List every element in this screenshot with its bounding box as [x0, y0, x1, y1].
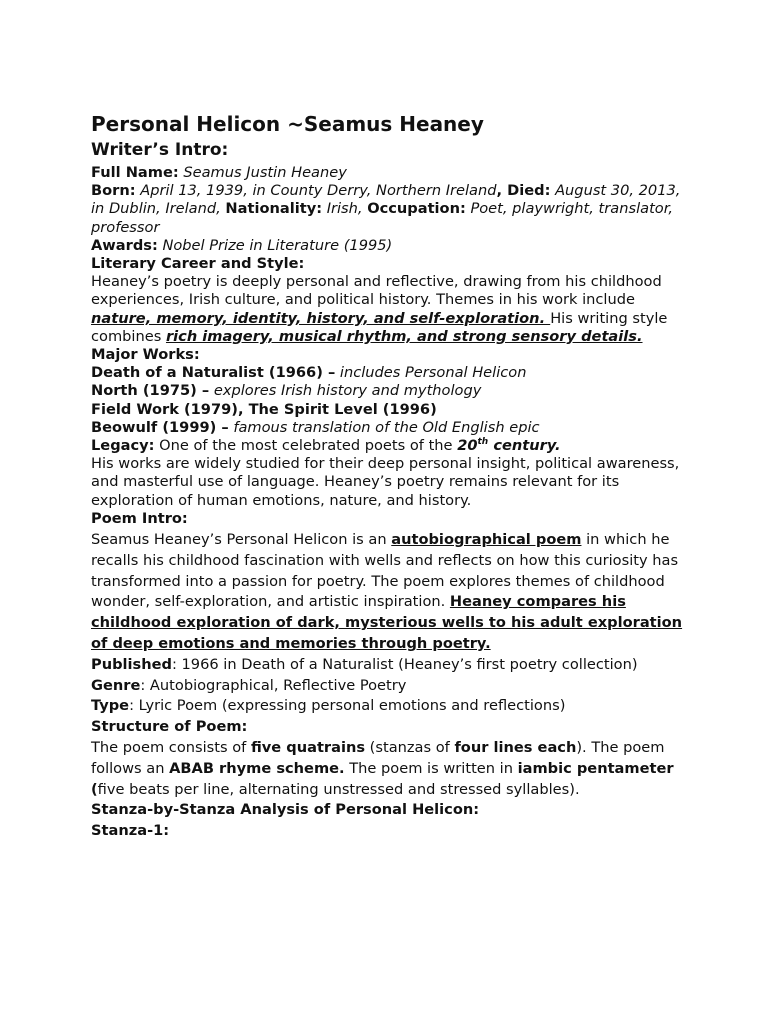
awards-label: Awards:	[91, 236, 158, 254]
legacy-number: 20	[457, 437, 478, 455]
work-note: explores Irish history and mythology	[213, 382, 482, 400]
structure-text-2: (stanzas of	[365, 739, 455, 757]
work-title: North (1975) –	[91, 382, 210, 400]
poem-intro-comparison: Heaney compares his childhood exploration of dark, mysterious wells to his adult exploration of deep emotions and memories through poetry.	[91, 593, 683, 653]
structure-bold-1: five quatrains	[250, 739, 366, 757]
analysis-heading	[91, 800, 687, 821]
career-text-1: Heaney’s poetry is deeply personal and reflective, drawing from his childhood experiences, Irish culture, and political history. Themes in his work include	[91, 273, 662, 309]
legacy-label: Legacy:	[91, 437, 155, 455]
born-label: Born:	[91, 182, 136, 200]
career-themes: nature, memory, identity, history, and self-exploration.	[91, 309, 551, 327]
full-name-label: Full Name:	[91, 164, 179, 181]
full-name-line	[91, 164, 687, 182]
stanza-heading-text: Stanza-1:	[91, 822, 170, 840]
poem-intro-paragraph	[91, 530, 687, 655]
structure-bold-4: iambic pentameter (	[91, 759, 674, 798]
type-label: Type	[91, 697, 130, 715]
born-value: April 13, 1939, in County Derry, Northern Ireland	[140, 182, 497, 200]
occupation-value: Poet, playwright, translator, professor	[91, 200, 674, 236]
work-item	[91, 401, 687, 419]
structure-text-4: The poem is written in	[344, 759, 518, 777]
died-label: , Died:	[496, 182, 551, 200]
type-line	[91, 696, 687, 717]
major-works-heading-text: Major Works:	[91, 346, 200, 364]
structure-heading-text: Structure of Poem:	[91, 718, 248, 736]
career-heading	[91, 255, 687, 273]
published-value: : 1966 in Death of a Naturalist (Heaney’s first poetry collection)	[171, 655, 638, 673]
published-line	[91, 655, 687, 676]
published-label: Published	[91, 655, 172, 673]
structure-text-1: The poem consists of	[91, 739, 251, 757]
work-item	[91, 382, 687, 400]
legacy-text: One of the most celebrated poets of the	[159, 437, 453, 455]
work-title: Beowulf (1999) –	[91, 418, 229, 436]
poem-intro-text-1: Seamus Heaney’s Personal Helicon is an	[91, 531, 392, 549]
work-item	[91, 364, 687, 382]
career-text-2: His writing style combines	[91, 309, 668, 345]
nationality-value: Irish,	[326, 200, 363, 218]
major-works-heading	[91, 346, 687, 364]
analysis-heading-text: Stanza-by-Stanza Analysis of Personal Helicon:	[91, 801, 480, 819]
work-item	[91, 419, 687, 437]
awards-value: Nobel Prize in Literature (1995)	[162, 236, 393, 254]
structure-bold-3: ABAB rhyme scheme.	[169, 759, 345, 777]
career-heading-text: Literary Career and Style:	[91, 255, 305, 273]
work-title: Field Work (1979), The Spirit Level (1996)	[91, 400, 437, 418]
bio-line	[91, 182, 687, 237]
occupation-label: Occupation:	[367, 200, 466, 218]
career-style: rich imagery, musical rhythm, and strong sensory details.	[165, 327, 643, 345]
structure-text-3: ). The poem follows an	[91, 739, 665, 777]
poem-intro-text-2: in which he recalls his childhood fascination with wells and reflects on how this curiosity has transformed into a passion for poetry. The poem explores themes of childhood wonder, self-exploration, and artistic inspiration.	[91, 531, 679, 611]
poem-intro-autobiographical: autobiographical poem	[391, 531, 582, 549]
awards-line	[91, 237, 687, 255]
legacy-paragraph: His works are widely studied for their deep personal insight, political awareness, and masterful use of language. Heaney’s poetry remains relevant for its exploration of human emotions, nature, and history.	[91, 455, 680, 509]
structure-text-5: five beats per line, alternating unstressed and stressed syllables).	[97, 780, 580, 798]
structure-heading	[91, 717, 687, 738]
structure-bold-2: four lines each	[454, 739, 577, 757]
writer-intro-heading: Writer’s Intro:	[91, 140, 229, 160]
genre-line	[91, 676, 687, 697]
genre-label: Genre	[91, 676, 141, 694]
type-value: : Lyric Poem (expressing personal emotions and reflections)	[129, 697, 566, 715]
legacy-century: century.	[493, 437, 561, 455]
work-title: Death of a Naturalist (1966) –	[91, 364, 336, 382]
legacy-line	[91, 437, 687, 455]
genre-value: : Autobiographical, Reflective Poetry	[140, 676, 407, 694]
document-body	[91, 111, 687, 842]
poem-intro-heading-text: Poem Intro:	[91, 509, 188, 527]
document-title: Personal Helicon ~Seamus Heaney	[91, 112, 484, 136]
work-note: includes Personal Helicon	[339, 364, 527, 382]
nationality-label: Nationality:	[225, 200, 323, 218]
stanza-heading	[91, 821, 687, 842]
poem-intro-heading	[91, 510, 687, 528]
full-name-value: Seamus Justin Heaney	[183, 164, 347, 181]
legacy-superscript: th	[477, 437, 489, 448]
structure-paragraph	[91, 738, 687, 800]
work-note: famous translation of the Old English epic	[233, 418, 540, 436]
career-paragraph	[91, 273, 687, 346]
died-value: August 30, 2013, in Dublin, Ireland,	[91, 182, 681, 218]
